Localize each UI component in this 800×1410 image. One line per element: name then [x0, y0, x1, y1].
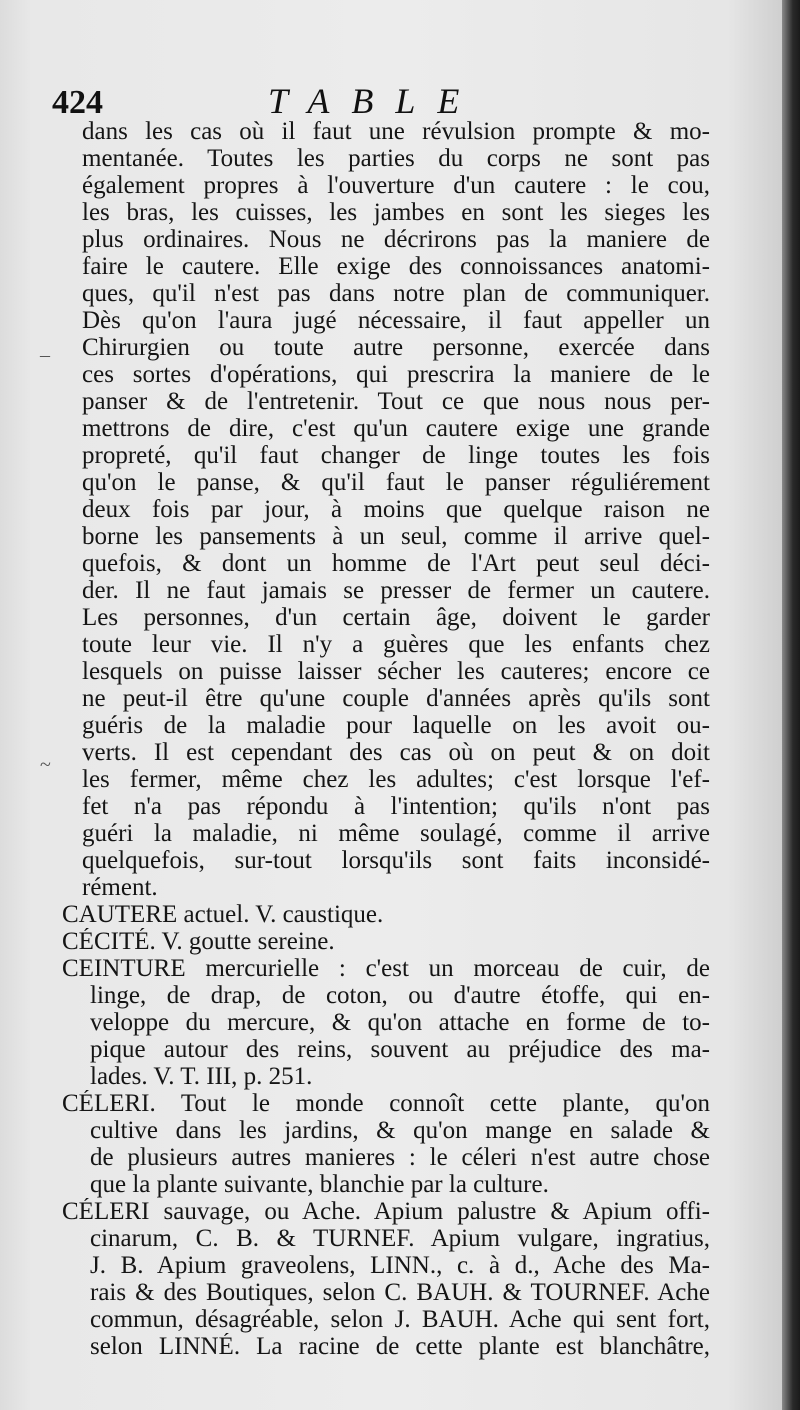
text-line: dans les cas où il faut une révulsion prompte & mo-: [82, 118, 710, 145]
index-entry-line: CÉCITÉ. V. goutte sereine.: [62, 928, 335, 955]
text-line: guéri la maladie, ni même soulagé, comme il arrive: [82, 820, 710, 847]
text-line: propreté, qu'il faut changer de linge toutes les fois: [82, 442, 710, 469]
text-line: mentanée. Toutes les parties du corps ne sont pas: [82, 145, 710, 172]
text-line: panser & de l'entretenir. Tout ce que nous nous per-: [82, 388, 710, 415]
text-line: fet n'a pas répondu à l'intention; qu'ils n'ont pas: [82, 793, 710, 820]
text-line: guéris de la maladie pour laquelle on les avoit ou-: [82, 712, 710, 739]
text-line: commun, désagréable, selon J. BAUH. Ache qui sent fort,: [90, 1306, 710, 1333]
text-line: que la plante suivante, blanchie par la culture.: [90, 1171, 549, 1198]
margin-mark: –: [40, 344, 50, 366]
text-line: Les personnes, d'un certain âge, doivent le garder: [82, 604, 710, 631]
index-entry-line: CÉLERI sauvage, ou Ache. Apium palustre & Apium offi-: [62, 1198, 710, 1225]
text-line: qu'on le panse, & qu'il faut le panser réguliérement: [82, 469, 710, 496]
text-line: veloppe du mercure, & qu'on attache en forme de to-: [90, 1009, 710, 1036]
text-line: quefois, & dont un homme de l'Art peut seul déci-: [82, 550, 710, 577]
text-line: lades. V. T. III, p. 251.: [90, 1063, 313, 1090]
text-line: linge, de drap, de coton, ou d'autre étoffe, qui en-: [90, 982, 710, 1009]
text-line: ces sortes d'opérations, qui prescrira la maniere de le: [82, 361, 710, 388]
text-line: faire le cautere. Elle exige des connoissances anatomi-: [82, 253, 710, 280]
index-entry-line: CÉLERI. Tout le monde connoît cette plante, qu'on: [62, 1090, 710, 1117]
text-line: plus ordinaires. Nous ne décrirons pas la maniere de: [82, 226, 710, 253]
running-title: TABLE: [268, 81, 482, 121]
text-line: cultive dans les jardins, & qu'on mange en salade &: [90, 1117, 710, 1144]
text-line: deux fois par jour, à moins que quelque raison ne: [82, 496, 710, 523]
text-line: cinarum, C. B. & TURNEF. Apium vulgare, ingratius,: [90, 1225, 710, 1252]
text-line: ne peut-il être qu'une couple d'années après qu'ils sont: [82, 685, 710, 712]
text-line: Chirurgien ou toute autre personne, exercée dans: [82, 334, 710, 361]
index-entry-line: CAUTERE actuel. V. caustique.: [62, 901, 384, 928]
text-line: ques, qu'il n'est pas dans notre plan de communiquer.: [82, 280, 710, 307]
text-line: mettrons de dire, c'est qu'un cautere exige une grande: [82, 415, 710, 442]
text-line: borne les pansements à un seul, comme il arrive quel-: [82, 523, 710, 550]
margin-mark: ~: [40, 754, 51, 776]
text-line: également propres à l'ouverture d'un cautere : le cou,: [82, 172, 710, 199]
text-line: pique autour des reins, souvent au préjudice des ma-: [90, 1036, 710, 1063]
text-line: lesquels on puisse laisser sécher les cauteres; encore ce: [82, 658, 710, 685]
text-line: rément.: [82, 874, 158, 901]
text-line: les bras, les cuisses, les jambes en sont les sieges les: [82, 199, 710, 226]
page-number: 424: [52, 84, 103, 121]
text-line: der. Il ne faut jamais se presser de fermer un cautere.: [82, 577, 710, 604]
text-line: rais & des Boutiques, selon C. BAUH. & TOURNEF. Ache: [90, 1279, 710, 1306]
index-entry-line: CEINTURE mercurielle : c'est un morceau de cuir, de: [62, 955, 710, 982]
text-line: selon LINNÉ. La racine de cette plante est blanchâtre,: [90, 1333, 710, 1360]
text-line: quelquefois, sur-tout lorsqu'ils sont faits inconsidé-: [82, 847, 710, 874]
text-line: toute leur vie. Il n'y a guères que les enfants chez: [82, 631, 710, 658]
text-line: verts. Il est cependant des cas où on peut & on doit: [82, 739, 710, 766]
text-line: les fermer, même chez les adultes; c'est lorsque l'ef-: [82, 766, 710, 793]
text-line: Dès qu'on l'aura jugé nécessaire, il faut appeller un: [82, 307, 710, 334]
text-line: J. B. Apium graveolens, LINN., c. à d., Ache des Ma-: [90, 1252, 710, 1279]
text-line: de plusieurs autres manieres : le céleri n'est autre chose: [90, 1144, 710, 1171]
page-edge-shadow: [782, 0, 800, 1410]
page-text: [0, 118, 782, 1360]
